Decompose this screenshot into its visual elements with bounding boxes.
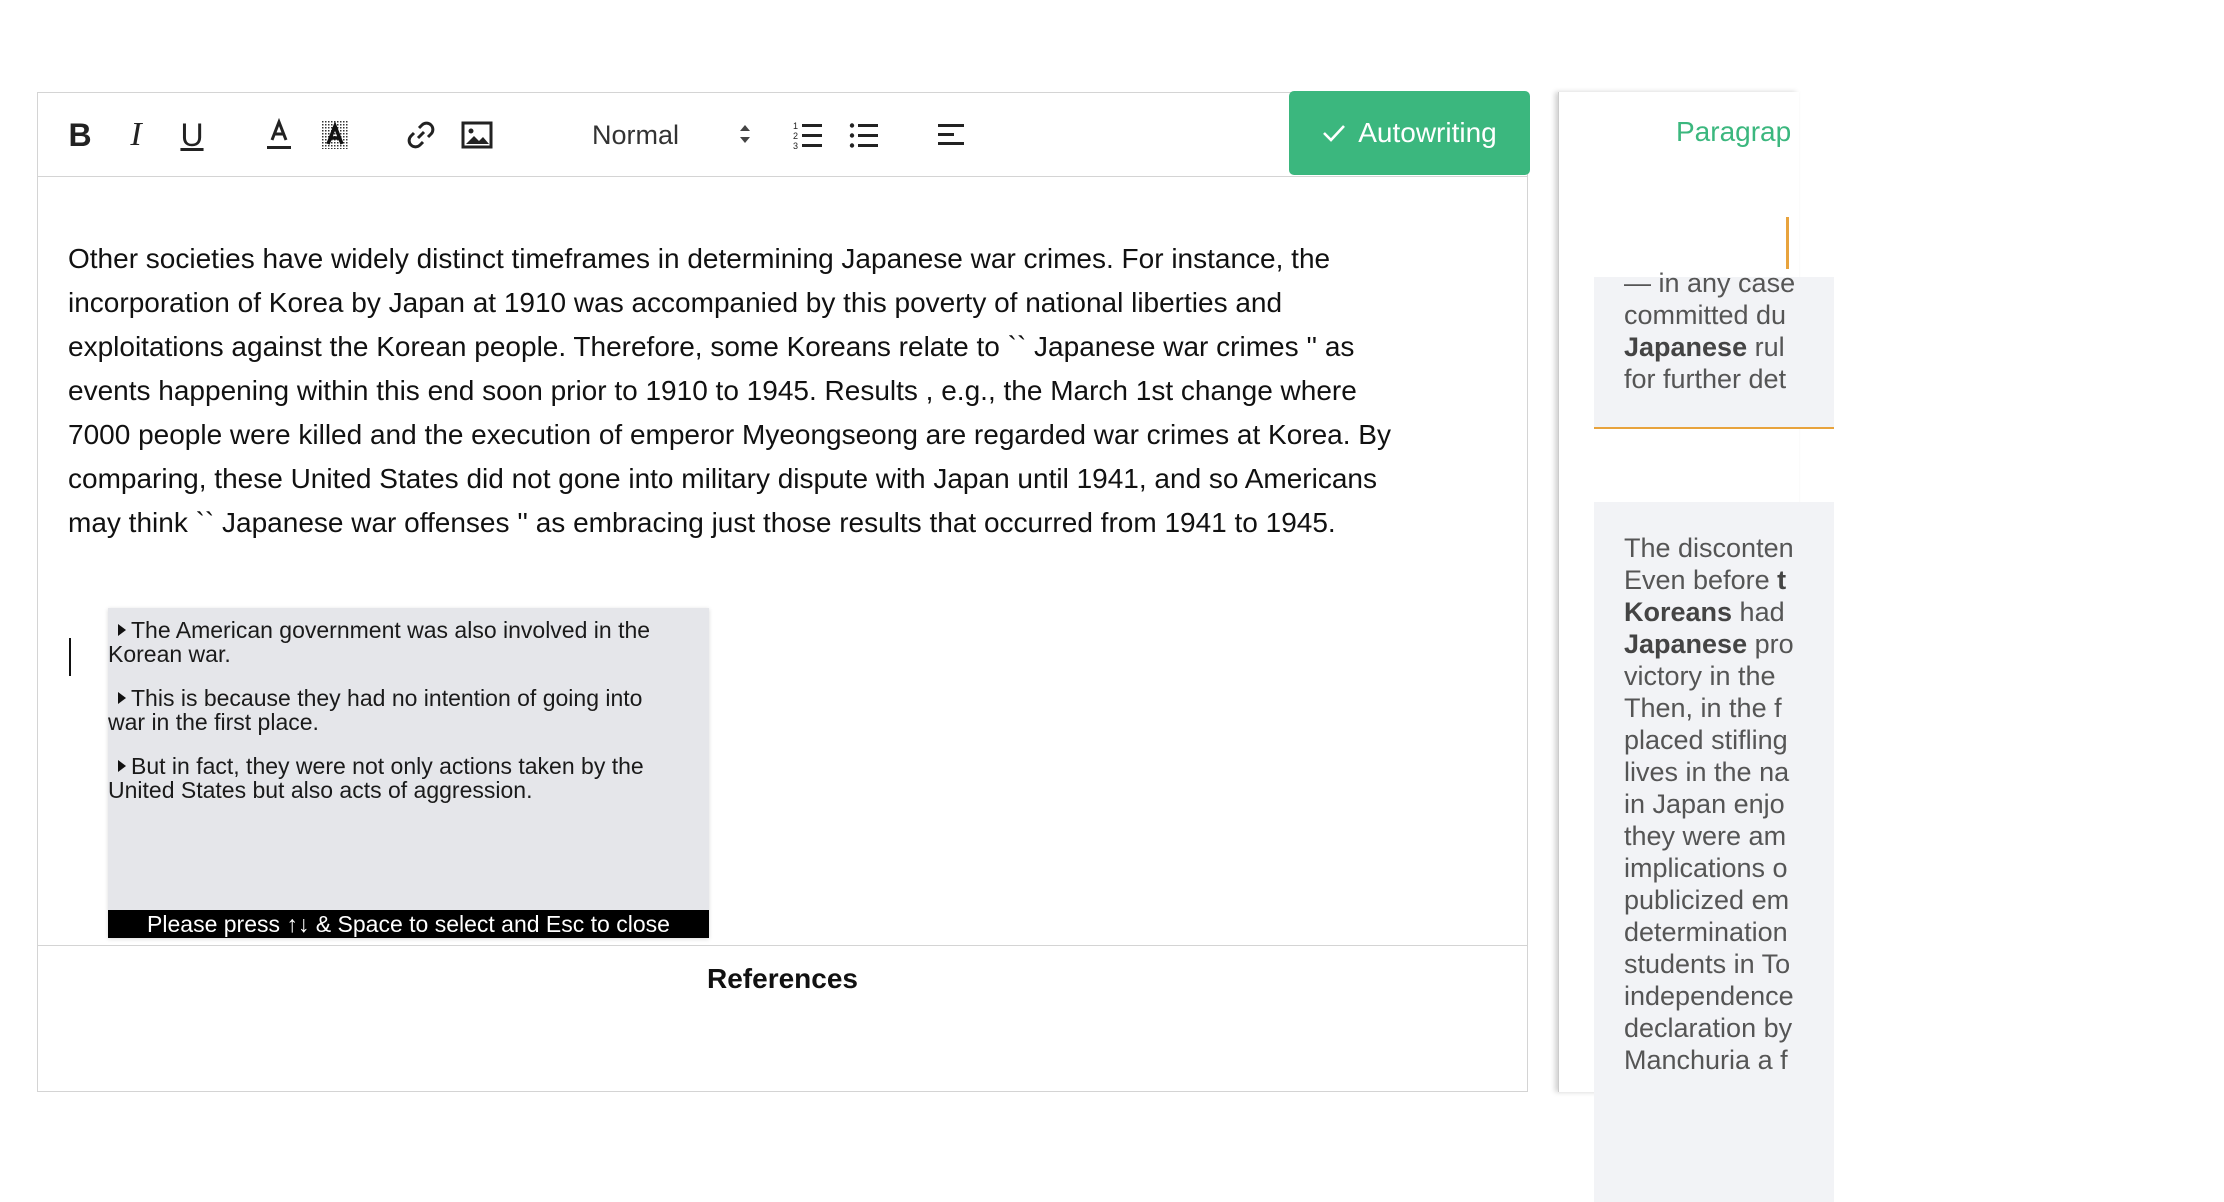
check-icon [1322, 123, 1346, 143]
text-line: exploitations against the Korean people. Therefore, some Koreans relate to `` Japanese war crimes '' as [68, 331, 1355, 362]
image-icon [461, 121, 493, 149]
bullet-list-button[interactable] [844, 115, 884, 155]
suggestion-item[interactable]: This is because they had no intention of going into war in the first place. [108, 685, 643, 735]
text-color-button[interactable] [259, 115, 299, 155]
references-heading: References [707, 963, 858, 994]
svg-text:1: 1 [793, 121, 799, 131]
text-line: incorporation of Korea by Japan at 1910 was accompanied by this poverty of national liberties and [68, 287, 1283, 318]
right-panel [1558, 92, 1799, 1092]
svg-text:3: 3 [793, 141, 799, 151]
link-button[interactable] [401, 115, 441, 155]
toolbar [38, 93, 1527, 177]
text-line: comparing, these United States did not gone into military dispute with Japan until 1941, and so Americans [68, 463, 1377, 494]
caret-right-icon [118, 760, 126, 772]
suggestion-item[interactable]: The American government was also involved in the Korean war. [108, 617, 651, 667]
highlight-button[interactable] [315, 115, 355, 155]
autowriting-label: Autowriting [1358, 117, 1497, 148]
text-line: events happening within this end soon prior to 1910 to 1945. Results , e.g., the March 1st change where [68, 375, 1357, 406]
select-arrows-icon [738, 120, 752, 148]
italic-icon: I [130, 116, 142, 153]
suggestion-popup [108, 608, 709, 938]
paragraph-card[interactable]: — in any case committed du Japanese rul for further det [1594, 277, 1834, 429]
paragraph-card[interactable]: The disconten Even before t Koreans had Japanese pro victory in the Then, in the f placed stifling lives in the na in Japan enjo they were am implications o publicized em determination students in To independence declaration by Manchuria a f [1594, 502, 1834, 1202]
underline-button[interactable] [172, 115, 212, 155]
format-select[interactable] [550, 115, 770, 155]
popup-hint: Please press ↑↓ & Space to select and Esc to close [108, 910, 709, 938]
format-select-value: Normal [592, 119, 680, 150]
bold-button[interactable] [60, 115, 100, 155]
divider [38, 945, 1527, 946]
highlight-marker [1786, 217, 1789, 269]
caret-right-icon [118, 692, 126, 704]
underline-icon: U [180, 117, 204, 153]
tab-paragraph[interactable]: Paragrap [1676, 116, 1792, 147]
image-button[interactable] [457, 115, 497, 155]
ordered-list-button[interactable] [788, 115, 828, 155]
document-body[interactable] [68, 237, 1518, 545]
editor [37, 92, 1528, 1092]
text-line: may think `` Japanese war offenses '' as embracing just those results that occurred from 1941 to 1945. [68, 507, 1336, 538]
bullet-list-icon [848, 119, 880, 151]
text-line: 7000 people were killed and the execution of emperor Myeongseong are regarded war crimes at Korea. By [68, 419, 1391, 450]
suggestion-item[interactable]: But in fact, they were not only actions taken by the United States but also acts of aggression. [108, 753, 644, 803]
text-cursor [69, 638, 71, 676]
link-icon [405, 119, 437, 151]
align-button[interactable] [932, 115, 972, 155]
svg-text:2: 2 [793, 131, 799, 141]
bold-icon: B [68, 117, 92, 153]
text-color-icon [264, 118, 294, 152]
ordered-list-icon [792, 119, 824, 151]
caret-right-icon [118, 624, 126, 636]
text-line: Other societies have widely distinct timeframes in determining Japanese war crimes. For instance, the [68, 243, 1331, 274]
autowriting-button[interactable] [1289, 91, 1530, 175]
italic-button[interactable] [116, 115, 156, 155]
highlight-color-icon [319, 118, 351, 152]
align-icon [936, 120, 968, 150]
